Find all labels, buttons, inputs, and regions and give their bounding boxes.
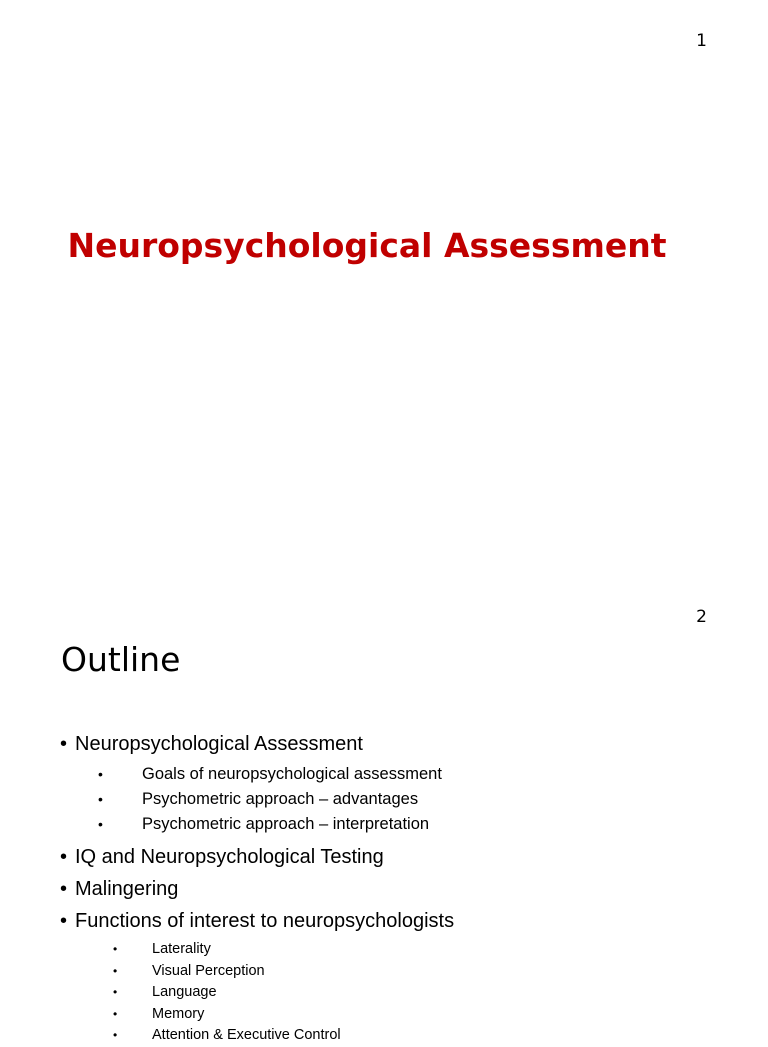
outline-subitem [60, 1025, 454, 1047]
outline-sublist [60, 762, 454, 837]
outline-subitem-label: Attention & Executive Control [152, 1027, 341, 1043]
bullet-icon: • [98, 816, 103, 832]
outline-item-label: Neuropsychological Assessment [75, 733, 363, 755]
bullet-icon: • [98, 766, 103, 782]
outline-subitem [60, 762, 454, 787]
page-number: 1 [696, 31, 707, 51]
outline-item-label: IQ and Neuropsychological Testing [75, 846, 384, 868]
outline-subitem [60, 982, 454, 1004]
bullet-icon: • [113, 942, 118, 956]
page-number: 2 [696, 607, 707, 627]
outline-subitem [60, 1004, 454, 1026]
outline-item-label: Malingering [75, 878, 179, 900]
outline-title: Outline [61, 640, 181, 679]
outline-subitem [60, 812, 454, 837]
slide-title: Neuropsychological Assessment [67, 226, 667, 265]
outline-subitem-label: Psychometric approach – interpretation [142, 815, 430, 833]
bullet-icon: • [98, 791, 103, 807]
outline-item [60, 907, 454, 939]
outline-subitem-label: Goals of neuropsychological assessment [142, 765, 442, 783]
outline-subitem [60, 961, 454, 983]
bullet-icon: • [60, 878, 68, 900]
bullet-icon: • [113, 985, 118, 999]
outline-subitem-label: Visual Perception [152, 962, 265, 979]
outline-item [60, 843, 454, 875]
bullet-icon: • [113, 963, 118, 978]
outline-subitem-label: Memory [152, 1005, 205, 1022]
outline-subitem [60, 939, 454, 961]
bullet-icon: • [113, 1028, 118, 1042]
bullet-icon: • [60, 733, 68, 755]
outline-item [60, 730, 454, 762]
bullet-icon: • [113, 1006, 118, 1021]
outline-sublist [60, 939, 454, 1047]
outline-subitem-label: Language [152, 984, 217, 1000]
bullet-icon: • [60, 910, 68, 932]
outline-subitem-label: Psychometric approach – advantages [142, 790, 419, 808]
outline-subitem-label: Laterality [152, 941, 211, 957]
outline-item-label: Functions of interest to neuropsychologists [75, 910, 455, 932]
slide-2 [0, 576, 768, 1043]
bullet-icon: • [60, 846, 68, 868]
outline-subitem [60, 787, 454, 812]
outline-item [60, 875, 454, 907]
outline-list [60, 730, 454, 1047]
